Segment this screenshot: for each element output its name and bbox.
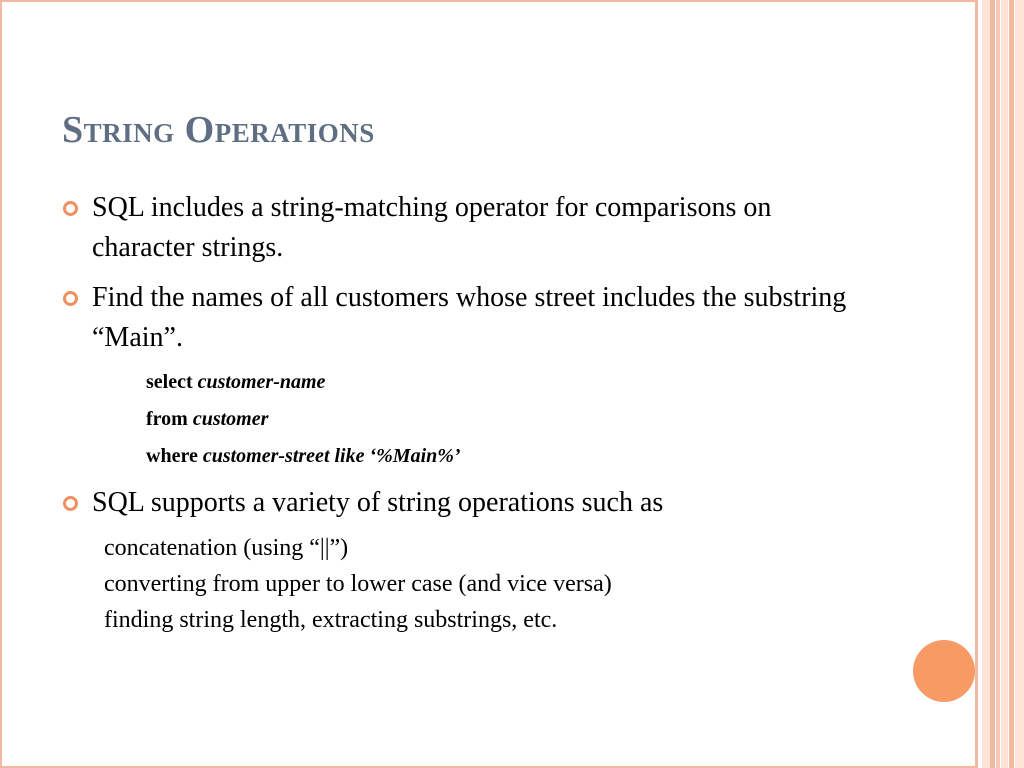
sql-keyword: select xyxy=(146,371,193,393)
code-line xyxy=(146,364,880,401)
decorative-stripe xyxy=(982,0,990,768)
bullet-circle-icon xyxy=(63,496,78,511)
sub-item: concatenation (using “||”) xyxy=(104,535,349,561)
decorative-stripe xyxy=(1001,0,1008,768)
decorative-stripe xyxy=(996,0,1000,768)
code-line xyxy=(146,401,880,438)
decorative-stripe xyxy=(990,0,995,768)
bullet-circle-icon xyxy=(63,291,78,306)
code-line xyxy=(146,438,880,475)
decorative-stripe xyxy=(1009,0,1014,768)
sql-keyword: from xyxy=(146,408,188,430)
sql-keyword: where xyxy=(146,445,198,467)
sub-item: converting from upper to lower case (and vice versa) xyxy=(104,571,612,597)
decorative-stripe xyxy=(1015,0,1024,768)
decorative-circle xyxy=(913,640,975,702)
slide-title: String Operations xyxy=(62,109,375,151)
bullet-text: Find the names of all customers whose street includes the substring “Main”. xyxy=(92,282,847,353)
bullet-item xyxy=(60,483,880,523)
sql-argument: customer xyxy=(192,408,269,430)
bullet-item xyxy=(60,188,880,268)
bullet-circle-icon xyxy=(63,201,78,216)
bullet-text: SQL includes a string-matching operator for comparisons on character strings. xyxy=(92,192,772,263)
slide-body xyxy=(60,188,880,641)
bullet-text: SQL supports a variety of string operations such as xyxy=(92,487,664,518)
sql-argument: customer-street like ‘%Main%’ xyxy=(202,445,461,467)
sql-argument: customer-name xyxy=(197,371,326,393)
sql-code-block xyxy=(60,364,880,475)
bullet-item xyxy=(60,278,880,358)
sub-item: finding string length, extracting substrings, etc. xyxy=(104,607,558,633)
